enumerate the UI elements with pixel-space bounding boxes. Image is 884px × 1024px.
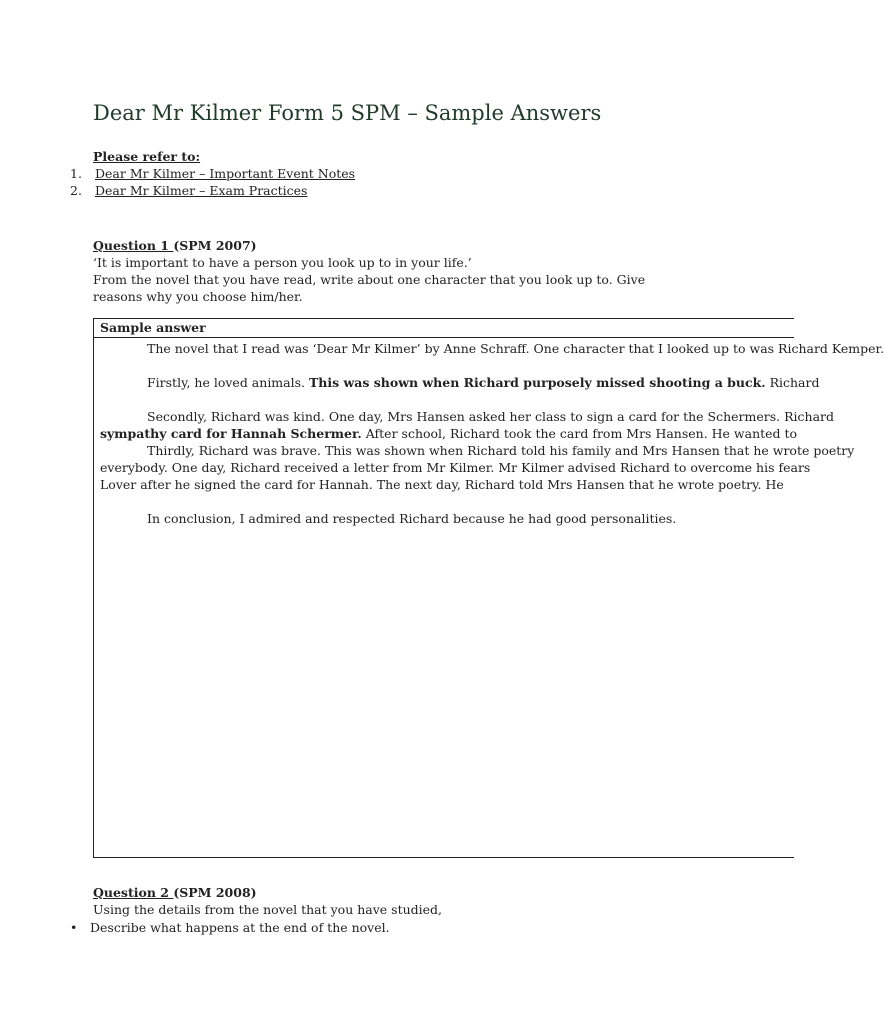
bullet-icon: • xyxy=(70,920,78,935)
answer-paragraph-third-point-cont: everybody. One day, Richard received a letter from Mr Kilmer. Mr Kilmer advised Richard to overcome his fears xyxy=(100,460,811,475)
question-1 xyxy=(93,237,645,305)
answer-text: Richard xyxy=(765,375,820,390)
question-1-line: reasons why you choose him/her. xyxy=(93,289,303,304)
answer-paragraph-conclusion: In conclusion, I admired and respected Richard because he had good personalities. xyxy=(147,511,677,526)
question-2-bullet xyxy=(70,919,390,936)
refer-label: Please refer to: xyxy=(93,149,201,164)
question-1-heading xyxy=(93,237,645,254)
sample-answer-box xyxy=(93,318,884,858)
answer-paragraph-third-point-cont: Lover after he signed the card for Hannah. The next day, Richard told Mrs Hansen that he wrote poetry. He xyxy=(100,477,784,492)
answer-text: After school, Richard took the card from Mrs Hansen. He wanted to xyxy=(361,426,798,441)
answer-paragraph-second-point: Secondly, Richard was kind. One day, Mrs Hansen asked her class to sign a card for the Schermers. Richard xyxy=(147,409,834,424)
answer-bold-text: This was shown when Richard purposely missed shooting a buck. xyxy=(308,375,766,390)
reference-link-important-event-notes[interactable]: Dear Mr Kilmer – Important Event Notes xyxy=(95,166,356,181)
question-1-year: (SPM 2007) xyxy=(173,238,257,253)
question-2-intro: Using the details from the novel that you have studied, xyxy=(93,902,443,917)
answer-paragraph-intro: The novel that I read was ‘Dear Mr Kilmer’ by Anne Schraff. One character that I looked up to was Richard Kemper. xyxy=(147,341,884,356)
answer-paragraph-third-point: Thirdly, Richard was brave. This was shown when Richard told his family and Mrs Hansen that he wrote poetry xyxy=(147,443,855,458)
question-2-title: Question 2 xyxy=(93,885,174,900)
question-2-year: (SPM 2008) xyxy=(173,885,257,900)
reference-link-exam-practices[interactable]: Dear Mr Kilmer – Exam Practices xyxy=(95,183,308,198)
reference-number: 1. xyxy=(70,166,82,181)
sample-answer-heading: Sample answer xyxy=(94,319,794,338)
question-2-heading xyxy=(93,884,442,901)
answer-bold-text: sympathy card for Hannah Schermer. xyxy=(100,426,362,441)
reference-number: 2. xyxy=(70,183,82,198)
question-1-line: From the novel that you have read, write about one character that you look up to. Give xyxy=(93,272,646,287)
question-2-bullet-text: Describe what happens at the end of the novel. xyxy=(90,920,390,935)
question-1-line: ‘It is important to have a person you look up to in your life.’ xyxy=(93,255,472,270)
question-1-title: Question 1 xyxy=(93,238,174,253)
answer-paragraph-second-point-cont xyxy=(100,425,798,442)
sample-answer-body xyxy=(94,338,884,527)
document-title: Dear Mr Kilmer Form 5 SPM – Sample Answers xyxy=(93,101,602,125)
answer-text: Firstly, he loved animals. xyxy=(147,375,309,390)
question-2 xyxy=(93,884,442,918)
answer-paragraph-first-point xyxy=(100,374,820,391)
